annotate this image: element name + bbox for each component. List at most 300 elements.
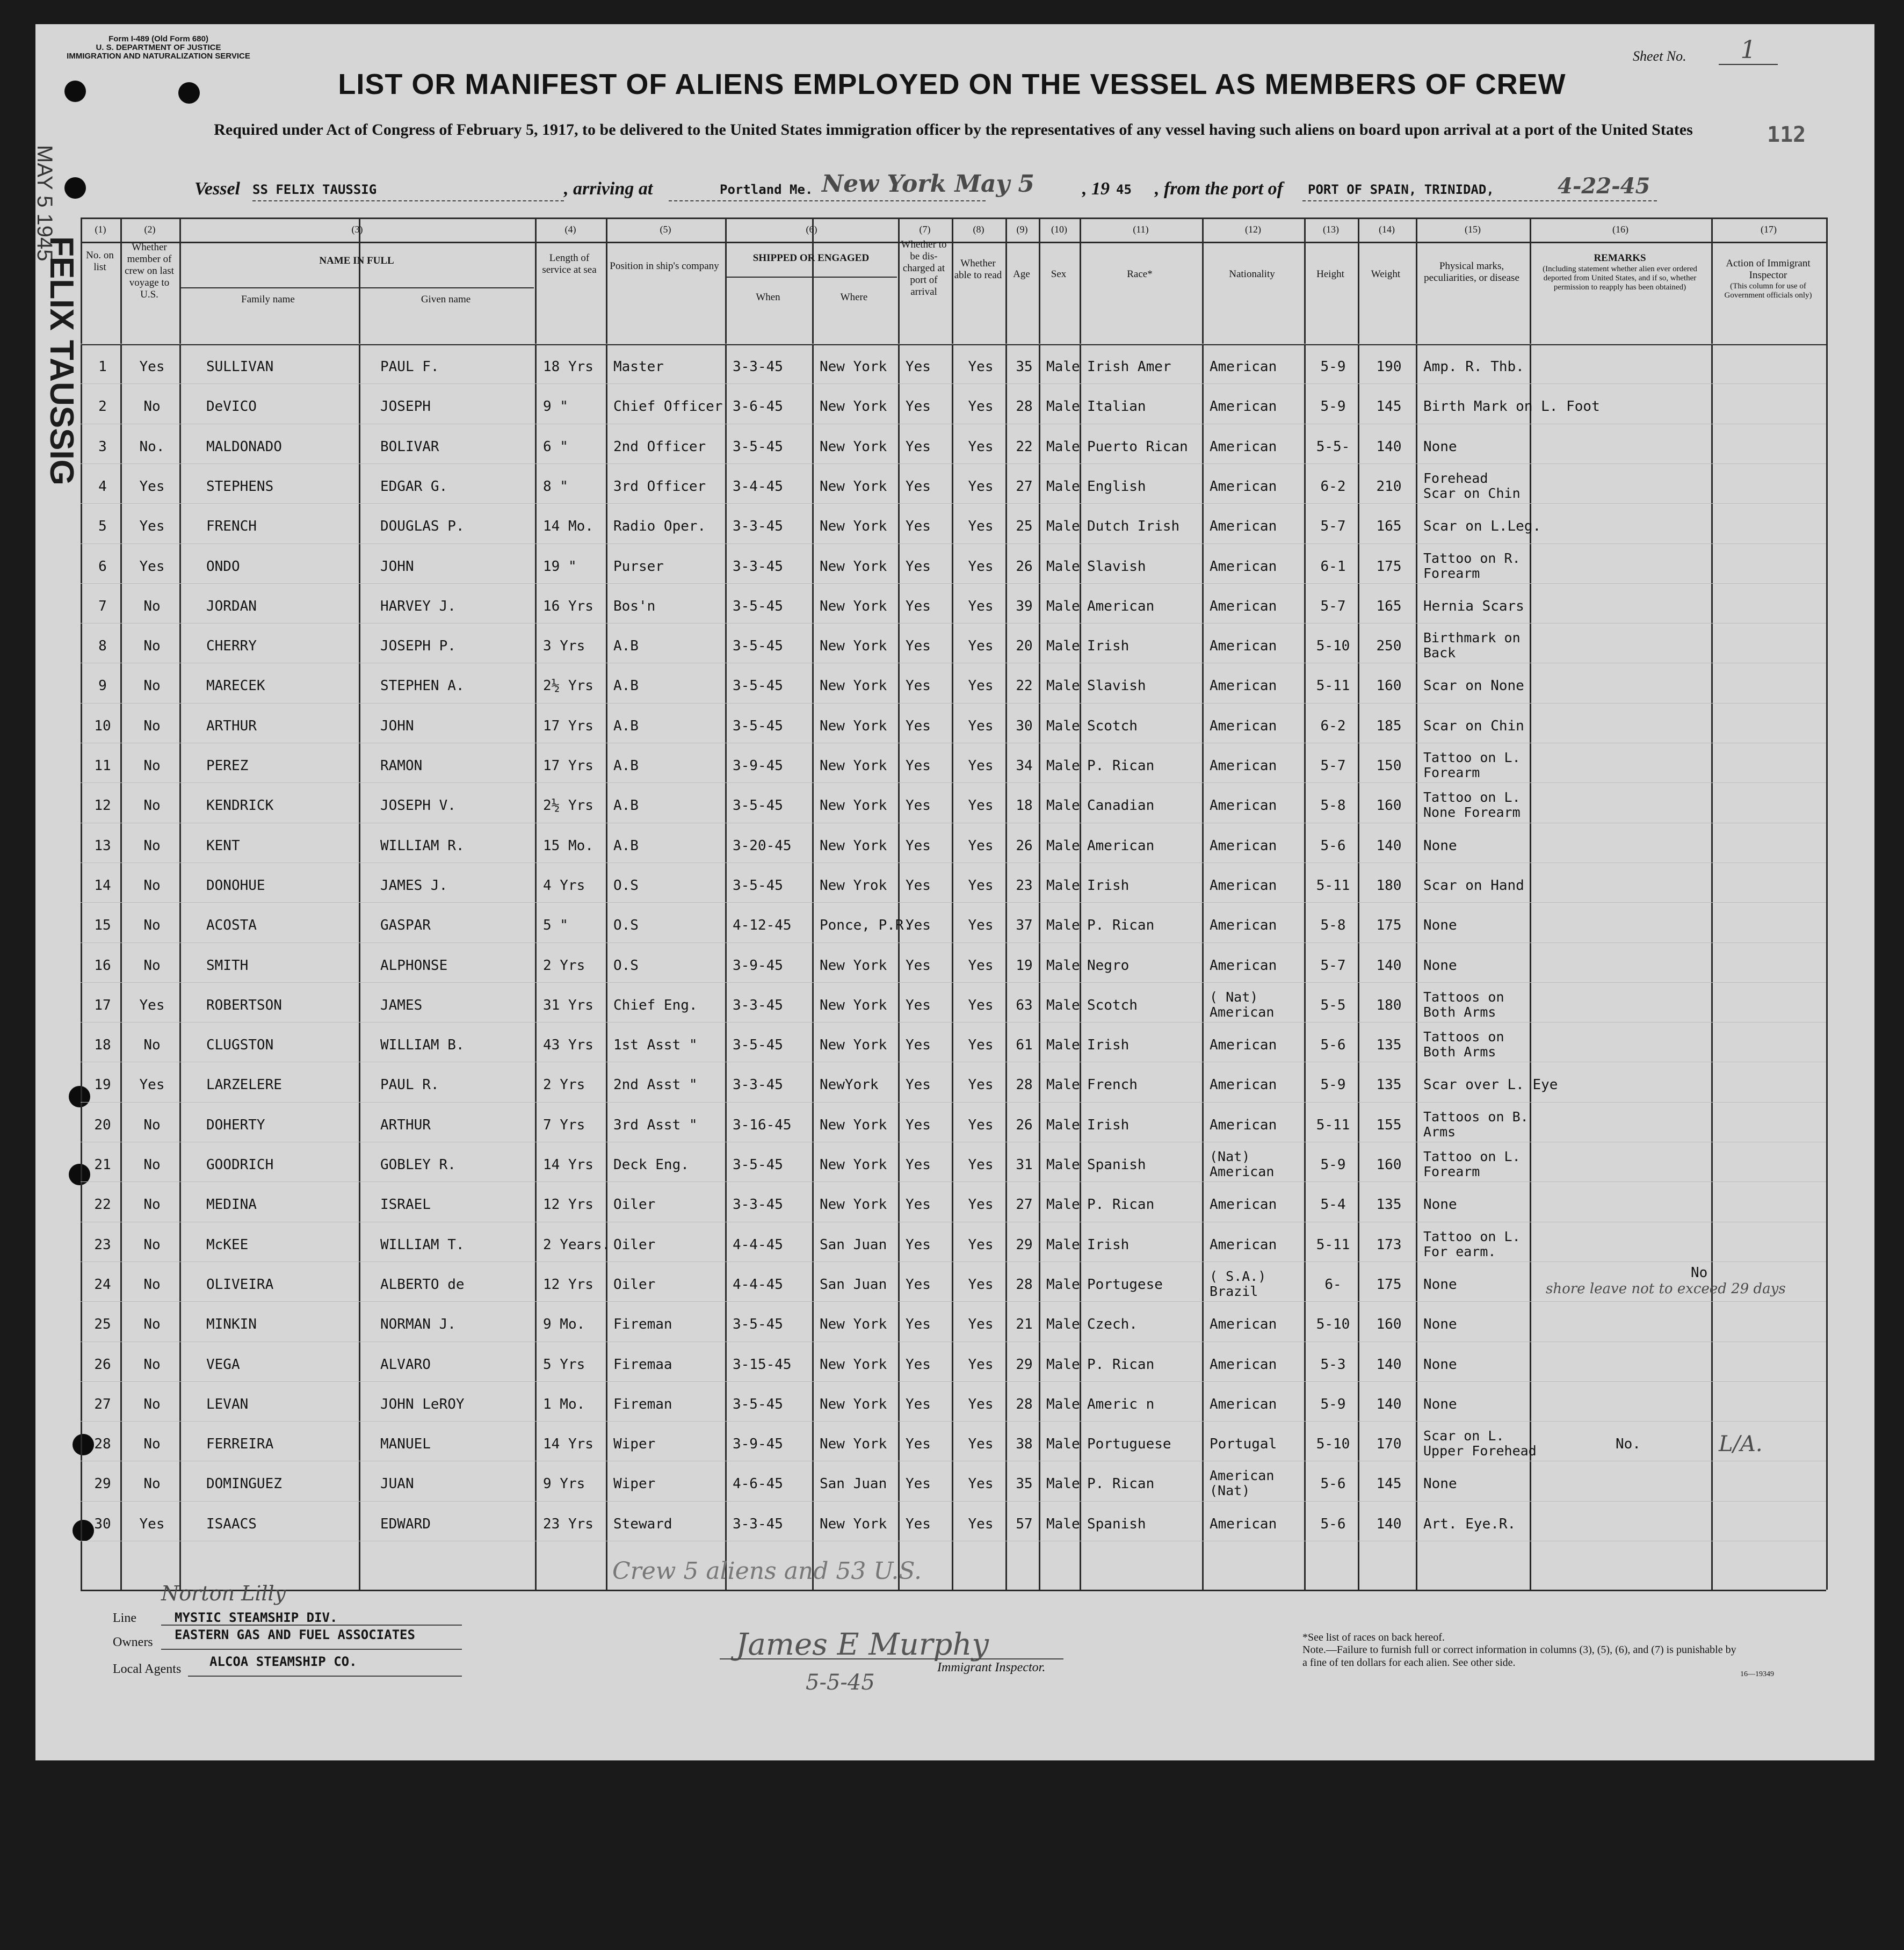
- cell-discharged: Yes: [906, 1436, 931, 1453]
- cell-age: 26: [1016, 1117, 1033, 1133]
- sheet-label: Sheet No.: [1633, 48, 1686, 64]
- cell-weight: 140: [1376, 438, 1402, 455]
- cell-age: 22: [1016, 678, 1033, 694]
- cell-last: No: [143, 1037, 161, 1054]
- row-guide: [81, 1501, 1826, 1502]
- cell-when: 4-12-45: [733, 917, 792, 934]
- row-guide: [81, 902, 1826, 903]
- cell-no: 30: [94, 1516, 111, 1532]
- cell-read: Yes: [968, 877, 994, 894]
- cell-discharged: Yes: [906, 598, 931, 614]
- cell-position: O.S: [613, 877, 639, 894]
- arriving-label: , arriving at: [564, 179, 653, 199]
- cell-where: New York: [820, 1436, 887, 1453]
- cell-race: Irish: [1087, 877, 1130, 894]
- cell-read: Yes: [968, 717, 994, 734]
- row-guide: [81, 1381, 1826, 1382]
- cell-race: Scotch: [1087, 997, 1138, 1013]
- cell-last: No: [143, 877, 161, 894]
- column-number: (16): [1612, 224, 1628, 235]
- cell-where: New York: [820, 1037, 887, 1054]
- cell-age: 26: [1016, 837, 1033, 854]
- row-guide: [81, 1301, 1826, 1302]
- row-guide: [81, 503, 1826, 504]
- column-number: (3): [351, 224, 363, 235]
- cell-when: 3-3-45: [733, 558, 783, 575]
- cell-weight: 165: [1376, 598, 1402, 614]
- cell-discharged: Yes: [906, 518, 931, 535]
- line-value: MYSTIC STEAMSHIP DIV.: [175, 1610, 338, 1625]
- cell-age: 39: [1016, 598, 1033, 614]
- cell-read: Yes: [968, 1516, 994, 1532]
- cell-read: Yes: [968, 1117, 994, 1133]
- cell-family: CHERRY: [206, 638, 257, 655]
- cell-race: P. Rican: [1087, 758, 1155, 774]
- cell-sex: Male: [1046, 638, 1080, 655]
- cell-given: WILLIAM R.: [380, 837, 465, 854]
- cell-nationality: American: [1210, 438, 1277, 455]
- column-number: (1): [95, 224, 106, 235]
- cell-weight: 140: [1376, 957, 1402, 974]
- cell-position: Oiler: [613, 1236, 656, 1253]
- cell-weight: 175: [1376, 1276, 1402, 1293]
- cell-nationality: ( Nat) American: [1210, 989, 1275, 1020]
- col-header-sex: Sex: [1051, 269, 1067, 280]
- cell-last: Yes: [139, 1077, 165, 1093]
- cell-discharged: Yes: [906, 1117, 931, 1133]
- cell-position: A.B: [613, 837, 639, 854]
- cell-length: 9 ": [543, 398, 568, 415]
- cell-where: New York: [820, 638, 887, 655]
- column-number: (11): [1133, 224, 1149, 235]
- cell-when: 3-3-45: [733, 1516, 783, 1532]
- cell-length: 9 Yrs: [543, 1476, 585, 1492]
- cell-position: 1st Asst ": [613, 1037, 698, 1054]
- from-port: PORT OF SPAIN, TRINIDAD,: [1308, 182, 1494, 197]
- penalty-note: Note.—Failure to furnish full or correct information in columns (3), (5), (6), and (7) is punishable by a fine of ten dollars for each alien. See other side.: [1302, 1644, 1736, 1669]
- cell-when: 3-9-45: [733, 758, 783, 774]
- header-sub-rule: [179, 287, 534, 288]
- cell-physical: Tattoo on L. Forearm: [1423, 750, 1521, 780]
- cell-race: Czech.: [1087, 1316, 1138, 1333]
- cell-position: Deck Eng.: [613, 1157, 689, 1173]
- cell-when: 3-5-45: [733, 798, 783, 814]
- cell-no: 22: [94, 1197, 111, 1213]
- cell-position: Bos'n: [613, 598, 656, 614]
- cell-sex: Male: [1046, 758, 1080, 774]
- from-port-label: , from the port of: [1155, 179, 1283, 199]
- cell-last: No: [143, 1236, 161, 1253]
- cell-no: 20: [94, 1117, 111, 1133]
- cell-discharged: Yes: [906, 638, 931, 655]
- row-guide: [81, 1421, 1826, 1422]
- cell-where: New York: [820, 717, 887, 734]
- cell-weight: 155: [1376, 1117, 1402, 1133]
- cell-family: ISAACS: [206, 1516, 257, 1532]
- cell-last: Yes: [139, 997, 165, 1013]
- cell-discharged: Yes: [906, 1077, 931, 1093]
- cell-given: ARTHUR: [380, 1117, 431, 1133]
- cell-position: Wiper: [613, 1436, 656, 1453]
- cell-where: New York: [820, 1396, 887, 1412]
- cell-read: Yes: [968, 1476, 994, 1492]
- cell-age: 28: [1016, 1396, 1033, 1412]
- cell-nationality: American: [1210, 1077, 1277, 1093]
- cell-given: STEPHEN A.: [380, 678, 465, 694]
- cell-position: Oiler: [613, 1276, 656, 1293]
- cell-nationality: American: [1210, 1197, 1277, 1213]
- cell-family: DOMINGUEZ: [206, 1476, 282, 1492]
- cell-when: 3-3-45: [733, 359, 783, 375]
- cell-last: No: [143, 1316, 161, 1333]
- cell-weight: 135: [1376, 1197, 1402, 1213]
- cell-nationality: American: [1210, 678, 1277, 694]
- cell-given: DOUGLAS P.: [380, 518, 465, 535]
- cell-nationality: American: [1210, 1037, 1277, 1054]
- cell-race: P. Rican: [1087, 1356, 1155, 1373]
- cell-last: No: [143, 798, 161, 814]
- cell-no: 5: [98, 518, 107, 535]
- column-number: (7): [919, 224, 931, 235]
- cell-age: 23: [1016, 877, 1033, 894]
- cell-read: Yes: [968, 678, 994, 694]
- cell-nationality: Portugal: [1210, 1436, 1277, 1453]
- cell-where: New York: [820, 1197, 887, 1213]
- cell-position: Wiper: [613, 1476, 656, 1492]
- col-header-given-name: Given name: [421, 294, 471, 305]
- cell-read: Yes: [968, 438, 994, 455]
- cell-age: 27: [1016, 1197, 1033, 1213]
- cell-no: 16: [94, 957, 111, 974]
- header-sub-rule: [725, 277, 897, 278]
- arriving-port: Portland Me.: [720, 182, 813, 197]
- cell-when: 3-3-45: [733, 518, 783, 535]
- cell-no: 3: [98, 438, 107, 455]
- cell-given: JOSEPH V.: [380, 798, 456, 814]
- cell-physical: Birth Mark on L. Foot: [1423, 398, 1600, 415]
- cell-discharged: Yes: [906, 1197, 931, 1213]
- cell-nationality: American: [1210, 837, 1277, 854]
- cell-given: ALVARO: [380, 1356, 431, 1373]
- cell-where: NewYork: [820, 1077, 879, 1093]
- col-header-age: Age: [1013, 269, 1030, 280]
- col-header-able-read: Whether able to read: [954, 258, 1002, 281]
- form-code: 16—19349: [1740, 1670, 1774, 1678]
- cell-height: 5-7: [1320, 758, 1346, 774]
- cell-length: 2 Years.: [543, 1236, 611, 1253]
- cell-age: 57: [1016, 1516, 1033, 1532]
- cell-no: 15: [94, 917, 111, 934]
- cell-height: 5-5-: [1316, 438, 1350, 455]
- col-header-race: Race*: [1127, 269, 1153, 280]
- col-header-name: NAME IN FULL: [319, 255, 394, 266]
- cell-discharged: Yes: [906, 1396, 931, 1412]
- cell-physical: Amp. R. Thb.: [1423, 359, 1524, 375]
- cell-discharged: Yes: [906, 558, 931, 575]
- col-header-family-name: Family name: [241, 294, 295, 305]
- cell-position: Master: [613, 359, 664, 375]
- cell-last: No: [143, 917, 161, 934]
- cell-physical: None: [1423, 1316, 1457, 1333]
- cell-physical: Scar on L.Leg.: [1423, 518, 1541, 535]
- cell-physical: Scar over L. Eye: [1423, 1077, 1558, 1093]
- cell-family: PEREZ: [206, 758, 249, 774]
- cell-weight: 180: [1376, 877, 1402, 894]
- cell-race: Americ n: [1087, 1396, 1155, 1412]
- cell-no: 2: [98, 398, 107, 415]
- cell-nationality: American: [1210, 638, 1277, 655]
- cell-last: No: [143, 398, 161, 415]
- cell-sex: Male: [1046, 1037, 1080, 1054]
- cell-height: 5-3: [1320, 1356, 1346, 1373]
- cell-no: 11: [94, 758, 111, 774]
- column-number: (13): [1323, 224, 1339, 235]
- cell-height: 5-9: [1320, 359, 1346, 375]
- cell-race: Irish: [1087, 1236, 1130, 1253]
- cell-nationality: American: [1210, 478, 1277, 495]
- cell-given: GASPAR: [380, 917, 431, 934]
- cell-read: Yes: [968, 1316, 994, 1333]
- cell-weight: 160: [1376, 678, 1402, 694]
- cell-given: JOHN LeROY: [380, 1396, 465, 1412]
- column-number: (15): [1465, 224, 1481, 235]
- cell-physical: Hernia Scars: [1423, 598, 1524, 614]
- cell-where: New York: [820, 1356, 887, 1373]
- cell-no: 21: [94, 1157, 111, 1173]
- cell-race: Slavish: [1087, 558, 1146, 575]
- cell-nationality: ( S.A.) Brazil: [1210, 1268, 1266, 1299]
- cell-family: KENDRICK: [206, 798, 274, 814]
- cell-read: Yes: [968, 837, 994, 854]
- cell-when: 3-3-45: [733, 1077, 783, 1093]
- cell-action: shore leave not to exceed 29 days: [1546, 1280, 1786, 1297]
- cell-sex: Male: [1046, 837, 1080, 854]
- cell-sex: Male: [1046, 798, 1080, 814]
- cell-where: New York: [820, 478, 887, 495]
- cell-age: 30: [1016, 717, 1033, 734]
- cell-physical: None: [1423, 1396, 1457, 1412]
- cell-family: MEDINA: [206, 1197, 257, 1213]
- cell-last: No: [143, 1157, 161, 1173]
- cell-where: Ponce, P.R.: [820, 917, 913, 934]
- cell-no: 29: [94, 1476, 111, 1492]
- cell-length: 14 Yrs: [543, 1157, 593, 1173]
- cell-sex: Male: [1046, 438, 1080, 455]
- cell-family: LEVAN: [206, 1396, 249, 1412]
- column-number: (5): [660, 224, 671, 235]
- cell-last: No: [143, 1436, 161, 1453]
- cell-given: BOLIVAR: [380, 438, 439, 455]
- cell-physical: Tattoos on B. Arms: [1423, 1108, 1529, 1140]
- cell-discharged: Yes: [906, 1316, 931, 1333]
- cell-given: JOHN: [380, 717, 414, 734]
- cell-family: ONDO: [206, 558, 240, 575]
- cell-given: JUAN: [380, 1476, 414, 1492]
- cell-age: 28: [1016, 1077, 1033, 1093]
- col-header-action-note: (This column for use of Government officials only): [1724, 282, 1812, 300]
- cell-read: Yes: [968, 478, 994, 495]
- cell-nationality: American: [1210, 717, 1277, 734]
- cell-read: Yes: [968, 1077, 994, 1093]
- cell-race: Puerto Rican: [1087, 438, 1188, 455]
- cell-length: 23 Yrs: [543, 1516, 593, 1532]
- cell-nationality: American (Nat): [1210, 1468, 1275, 1499]
- cell-where: New York: [820, 1117, 887, 1133]
- cell-when: 3-3-45: [733, 997, 783, 1013]
- races-note: *See list of races on back hereof.: [1302, 1632, 1445, 1643]
- cell-sex: Male: [1046, 1077, 1080, 1093]
- cell-read: Yes: [968, 518, 994, 535]
- cell-physical: Art. Eye.R.: [1423, 1516, 1516, 1532]
- cell-race: American: [1087, 598, 1155, 614]
- cell-race: Italian: [1087, 398, 1146, 415]
- cell-sex: Male: [1046, 518, 1080, 535]
- cell-where: San Juan: [820, 1276, 887, 1293]
- cell-physical: None: [1423, 917, 1457, 934]
- cell-physical: Scar on None: [1423, 678, 1524, 694]
- cell-discharged: Yes: [906, 438, 931, 455]
- cell-sex: Male: [1046, 598, 1080, 614]
- cell-height: 5-4: [1320, 1197, 1346, 1213]
- cell-family: KENT: [206, 837, 240, 854]
- cell-position: A.B: [613, 638, 639, 655]
- agents-label: Local Agents: [113, 1662, 182, 1676]
- cell-no: 18: [94, 1037, 111, 1054]
- cell-nationality: American: [1210, 917, 1277, 934]
- cell-length: 12 Yrs: [543, 1276, 593, 1293]
- cell-age: 63: [1016, 997, 1033, 1013]
- cell-given: GOBLEY R.: [380, 1157, 456, 1173]
- cell-age: 18: [1016, 798, 1033, 814]
- cell-length: 4 Yrs: [543, 877, 585, 894]
- cell-physical: None: [1423, 1476, 1457, 1492]
- cell-when: 3-3-45: [733, 1197, 783, 1213]
- cell-given: RAMON: [380, 758, 423, 774]
- cell-no: 28: [94, 1436, 111, 1453]
- cell-no: 4: [98, 478, 107, 495]
- cell-last: Yes: [139, 1516, 165, 1532]
- line-handwritten: Norton Lilly: [161, 1582, 286, 1605]
- column-number: (14): [1379, 224, 1395, 235]
- cell-nationality: American: [1210, 398, 1277, 415]
- cell-where: San Juan: [820, 1476, 887, 1492]
- cell-length: 12 Yrs: [543, 1197, 593, 1213]
- cell-length: 31 Yrs: [543, 997, 593, 1013]
- cell-family: CLUGSTON: [206, 1037, 274, 1054]
- cell-read: Yes: [968, 1037, 994, 1054]
- cell-nationality: American: [1210, 1236, 1277, 1253]
- cell-when: 3-5-45: [733, 1316, 783, 1333]
- cell-physical: None: [1423, 438, 1457, 455]
- cell-no: 12: [94, 798, 111, 814]
- cell-race: P. Rican: [1087, 1197, 1155, 1213]
- cell-age: 27: [1016, 478, 1033, 495]
- cell-no: 19: [94, 1077, 111, 1093]
- cell-race: American: [1087, 837, 1155, 854]
- col-header-physical: Physical marks, peculiarities, or disease: [1424, 260, 1519, 284]
- cell-last: No: [143, 957, 161, 974]
- cell-discharged: Yes: [906, 478, 931, 495]
- cell-given: PAUL R.: [380, 1077, 439, 1093]
- col-header-position: Position in ship's company: [610, 260, 719, 272]
- cell-position: Fireman: [613, 1396, 672, 1412]
- col-header-remarks: REMARKS: [1594, 252, 1646, 264]
- cell-last: No: [143, 1476, 161, 1492]
- cell-where: New York: [820, 678, 887, 694]
- owners-value: EASTERN GAS AND FUEL ASSOCIATES: [175, 1627, 415, 1642]
- cell-position: Firemaa: [613, 1356, 672, 1373]
- cell-where: San Juan: [820, 1236, 887, 1253]
- cell-weight: 135: [1376, 1077, 1402, 1093]
- cell-weight: 180: [1376, 997, 1402, 1013]
- cell-race: Irish Amer: [1087, 359, 1171, 375]
- cell-no: 26: [94, 1356, 111, 1373]
- cell-age: 29: [1016, 1236, 1033, 1253]
- cell-action: L/A.: [1719, 1432, 1763, 1457]
- cell-last: No: [143, 1356, 161, 1373]
- cell-position: A.B: [613, 798, 639, 814]
- cell-position: Chief Officer: [613, 398, 723, 415]
- page-subtitle: Required under Act of Congress of February 5, 1917, to be delivered to the United States immigration officer by the representatives of any vessel having such aliens on board upon arrival at a port of the United States: [214, 121, 1693, 139]
- cell-height: 5-11: [1316, 678, 1350, 694]
- cell-last: No.: [139, 438, 165, 455]
- cell-sex: Male: [1046, 1276, 1080, 1293]
- cell-height: 6-2: [1320, 717, 1346, 734]
- cell-last: No: [143, 1117, 161, 1133]
- cell-last: Yes: [139, 359, 165, 375]
- cell-discharged: Yes: [906, 678, 931, 694]
- cell-length: 2½ Yrs: [543, 798, 593, 814]
- row-guide: [81, 383, 1826, 384]
- cell-race: Irish: [1087, 1117, 1130, 1133]
- cell-weight: 150: [1376, 758, 1402, 774]
- row-guide: [81, 543, 1826, 544]
- cell-height: 5-9: [1320, 1077, 1346, 1093]
- cell-discharged: Yes: [906, 1236, 931, 1253]
- cell-when: 3-5-45: [733, 877, 783, 894]
- cell-no: 6: [98, 558, 107, 575]
- cell-length: 43 Yrs: [543, 1037, 593, 1054]
- cell-weight: 210: [1376, 478, 1402, 495]
- cell-position: 2nd Asst ": [613, 1077, 698, 1093]
- cell-height: 5-11: [1316, 1236, 1350, 1253]
- cell-given: MANUEL: [380, 1436, 431, 1453]
- cell-when: 3-9-45: [733, 957, 783, 974]
- owners-label: Owners: [113, 1635, 153, 1649]
- cell-when: 4-6-45: [733, 1476, 783, 1492]
- cell-position: 2nd Officer: [613, 438, 706, 455]
- cell-where: New York: [820, 997, 887, 1013]
- cell-sex: Male: [1046, 1476, 1080, 1492]
- cell-read: Yes: [968, 1436, 994, 1453]
- cell-position: Purser: [613, 558, 664, 575]
- cell-age: 21: [1016, 1316, 1033, 1333]
- cell-length: 15 Mo.: [543, 837, 593, 854]
- cell-physical: None: [1423, 957, 1457, 974]
- cell-race: P. Rican: [1087, 1476, 1155, 1492]
- cell-physical: None: [1423, 837, 1457, 854]
- cell-sex: Male: [1046, 1316, 1080, 1333]
- cell-physical: Tattoo on L. For earm.: [1423, 1228, 1521, 1259]
- row-guide: [81, 583, 1826, 584]
- cell-length: 9 Mo.: [543, 1316, 585, 1333]
- cell-family: ROBERTSON: [206, 997, 282, 1013]
- cell-given: NORMAN J.: [380, 1316, 456, 1333]
- cell-nationality: American: [1210, 1356, 1277, 1373]
- col-header-no: No. on list: [86, 250, 114, 273]
- inspector-date: 5-5-45: [806, 1670, 875, 1695]
- cell-physical: Tattoos on Both Arms: [1423, 989, 1504, 1020]
